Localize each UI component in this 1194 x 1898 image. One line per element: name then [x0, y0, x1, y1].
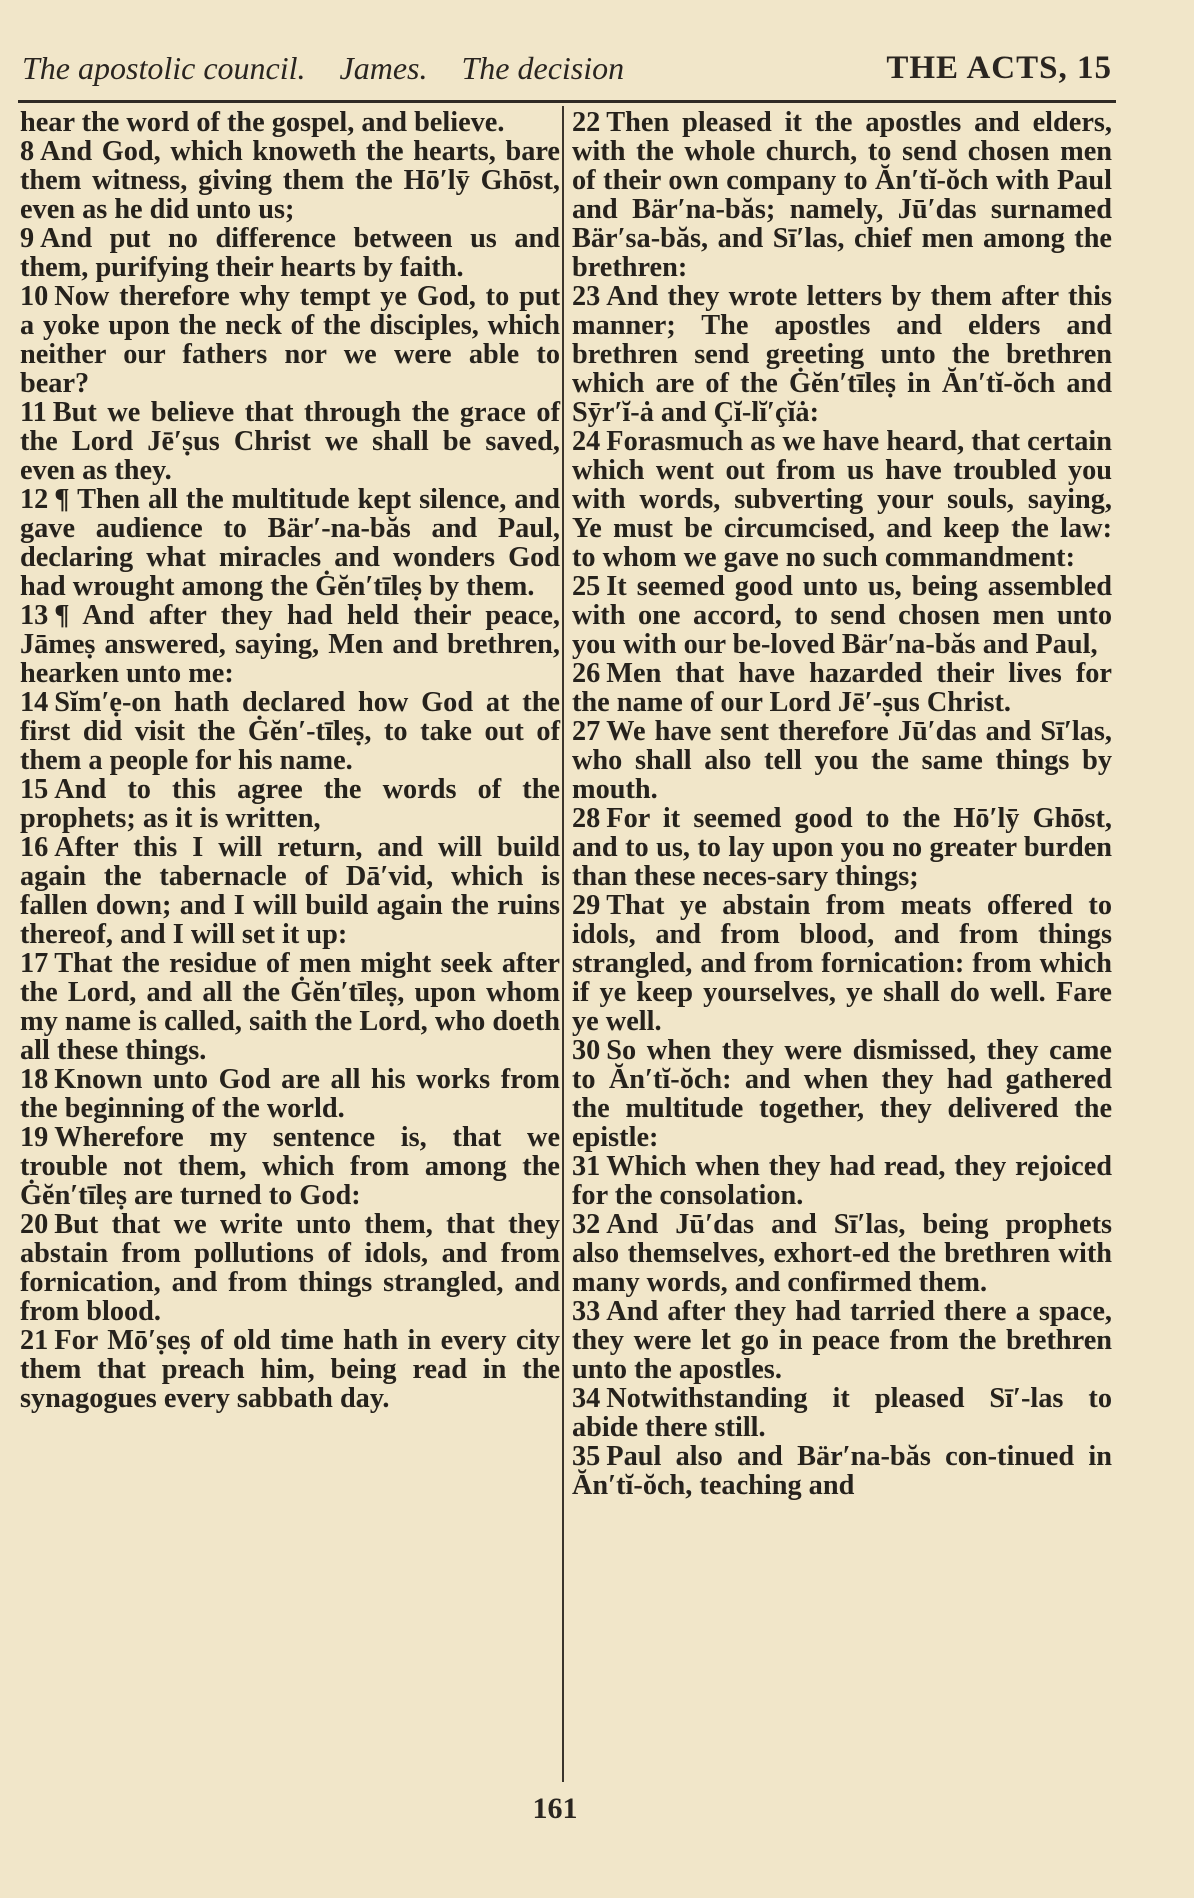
verse-number: 12 [20, 484, 49, 515]
verse-number: 16 [20, 832, 49, 863]
verse [20, 1210, 560, 1326]
header-topics [22, 50, 650, 87]
verse [20, 1326, 560, 1413]
verse-number: 27 [572, 716, 601, 747]
verse [572, 1210, 1112, 1297]
header-topic-2: James. [339, 49, 428, 86]
verse-number: 30 [572, 1035, 601, 1066]
verse-number: 32 [572, 1209, 601, 1240]
verse-number: 24 [572, 426, 601, 457]
verse [20, 949, 560, 1065]
header-topic-1: The apostolic council. [22, 49, 306, 86]
verse-text: So when they were dismissed, they came to Ăn′tĭ-ŏch: and when they had gathered the multitude together, they delivered the epistle: [572, 1035, 1112, 1153]
column-divider [562, 106, 564, 1782]
verse [20, 833, 560, 949]
verse [20, 108, 560, 137]
verse-text: Then pleased it the apostles and elders, with the whole church, to send chosen men of their own company to Ăn′tĭ-ŏch with Paul and Bär′na-băs; namely, Jū′das surnamed Bär′sa-băs, and Sī′las, chief men among the brethren: [572, 107, 1112, 283]
verse-number: 10 [20, 281, 49, 312]
verse-number: 28 [572, 803, 601, 834]
verse-text: And God, which knoweth the hearts, bare them witness, giving them the Hō′lȳ Ghōst, even as he did unto us; [20, 136, 560, 225]
verse-number: 13 [20, 600, 49, 631]
verse-text: Men that have hazarded their lives for the name of our Lord Jē′-ṣus Christ. [572, 658, 1112, 718]
verse [572, 282, 1112, 427]
left-column [20, 108, 560, 1413]
verse [20, 398, 560, 485]
verse-text: For it seemed good to the Hō′lȳ Ghōst, and to us, to lay upon you no greater burden than these neces-sary things; [572, 803, 1112, 892]
verse [572, 1152, 1112, 1210]
verse [572, 717, 1112, 804]
verse-text: Wherefore my sentence is, that we trouble not them, which from among the Ġĕn′tīleṣ are turned to God: [20, 1122, 560, 1211]
verse-number: 18 [20, 1064, 49, 1095]
verse-number: 21 [20, 1325, 49, 1356]
verse [572, 891, 1112, 1036]
verse-number: 17 [20, 948, 49, 979]
verse-text: And they wrote letters by them after this manner; The apostles and elders and brethren send greeting unto the brethren which are of the Ġĕn′tīleṣ in Ăn′tĭ-ŏch and Sȳr′ĭ-ȧ and Çĭ-lĭ′çĭȧ: [572, 281, 1112, 428]
verse [20, 137, 560, 224]
verse [20, 601, 560, 688]
verse-text: Now therefore why tempt ye God, to put a yoke upon the neck of the disciples, which neither our fathers nor we were able to bear? [20, 281, 560, 399]
verse-text: For Mō′ṣeṣ of old time hath in every city them that preach him, being read in the synagogues every sabbath day. [20, 1325, 560, 1414]
verse-text: That ye abstain from meats offered to idols, and from blood, and from things strangled, and from fornication: from which if ye keep yourselves, ye shall do well. Fare ye well. [572, 890, 1112, 1037]
verse-number: 23 [572, 281, 601, 312]
verse [572, 572, 1112, 659]
verse [572, 659, 1112, 717]
verse-text: Sĭm′ẹ-on hath declared how God at the first did visit the Ġĕn′-tīleṣ, to take out of them a people for his name. [20, 687, 560, 776]
verse-text: After this I will return, and will build again the tabernacle of Dā′vid, which is fallen down; and I will build again the ruins thereof, and I will set it up: [20, 832, 560, 950]
right-column [572, 108, 1112, 1500]
verse-text: Forasmuch as we have heard, that certain which went out from us have troubled you with words, subverting your souls, saying, Ye must be circumcised, and keep the law: to whom we gave no such commandment: [572, 426, 1112, 573]
verse-number: 26 [572, 658, 601, 689]
verse-text: hear the word of the gospel, and believe. [20, 107, 505, 138]
verse-number: 29 [572, 890, 601, 921]
verse-number: 14 [20, 687, 49, 718]
verse [572, 1297, 1112, 1384]
verse [20, 224, 560, 282]
verse-text: ¶ Then all the multitude kept silence, and gave audience to Bär′-na-băs and Paul, declaring what miracles and wonders God had wrought among the Ġĕn′tīleṣ by them. [20, 484, 560, 602]
verse-text: But that we write unto them, that they abstain from pollutions of idols, and from fornication, and from things strangled, and from blood. [20, 1209, 560, 1327]
verse [572, 1442, 1112, 1500]
verse-text: It seemed good unto us, being assembled with one accord, to send chosen men unto you with our be-loved Bär′na-băs and Paul, [572, 571, 1112, 660]
verse-number: 35 [572, 1441, 601, 1472]
verse-number: 33 [572, 1296, 601, 1327]
header-rule [18, 100, 1116, 103]
verse [20, 1123, 560, 1210]
verse-text: Paul also and Bär′na-băs con-tinued in Ăn′tĭ-ŏch, teaching and [572, 1441, 1112, 1501]
verse [572, 1384, 1112, 1442]
running-header [22, 40, 1112, 96]
verse-text: And after they had tarried there a space, they were let go in peace from the brethren unto the apostles. [572, 1296, 1112, 1385]
verse [20, 688, 560, 775]
verse [572, 427, 1112, 572]
verse [20, 775, 560, 833]
verse-text: Which when they had read, they rejoiced for the consolation. [572, 1151, 1112, 1211]
verse [572, 804, 1112, 891]
verse-text: ¶ And after they had held their peace, Jāmeṣ answered, saying, Men and brethren, hearken unto me: [20, 600, 560, 689]
verse [20, 1065, 560, 1123]
book-chapter-label: THE ACTS, 15 [886, 49, 1112, 86]
verse [572, 108, 1112, 282]
verse-text: We have sent therefore Jū′das and Sī′las, who shall also tell you the same things by mouth. [572, 716, 1112, 805]
verse-text: Known unto God are all his works from the beginning of the world. [20, 1064, 560, 1124]
verse [20, 282, 560, 398]
verse-text: And to this agree the words of the prophets; as it is written, [20, 774, 560, 834]
verse-text: Notwithstanding it pleased Sī′-las to abide there still. [572, 1383, 1112, 1443]
verse-number: 34 [572, 1383, 601, 1414]
verse-number: 11 [20, 397, 47, 428]
verse-number: 9 [20, 223, 35, 254]
verse [20, 485, 560, 601]
verse-number: 25 [572, 571, 601, 602]
verse-number: 20 [20, 1209, 49, 1240]
verse [572, 1036, 1112, 1152]
verse-text: That the residue of men might seek after the Lord, and all the Ġĕn′tīleṣ, upon whom my name is called, saith the Lord, who doeth all these things. [20, 948, 560, 1066]
verse-number: 19 [20, 1122, 49, 1153]
header-topic-3: The decision [461, 49, 625, 86]
verse-number: 22 [572, 107, 601, 138]
verse-number: 31 [572, 1151, 601, 1182]
verse-text: And Jū′das and Sī′las, being prophets also themselves, exhort-ed the brethren with many words, and confirmed them. [572, 1209, 1112, 1298]
verse-text: But we believe that through the grace of the Lord Jē′ṣus Christ we shall be saved, even as they. [20, 397, 560, 486]
verse-number: 15 [20, 774, 49, 805]
page-number: 161 [532, 1792, 578, 1825]
verse-text: And put no difference between us and them, purifying their hearts by faith. [20, 223, 560, 283]
verse-number: 8 [20, 136, 35, 167]
